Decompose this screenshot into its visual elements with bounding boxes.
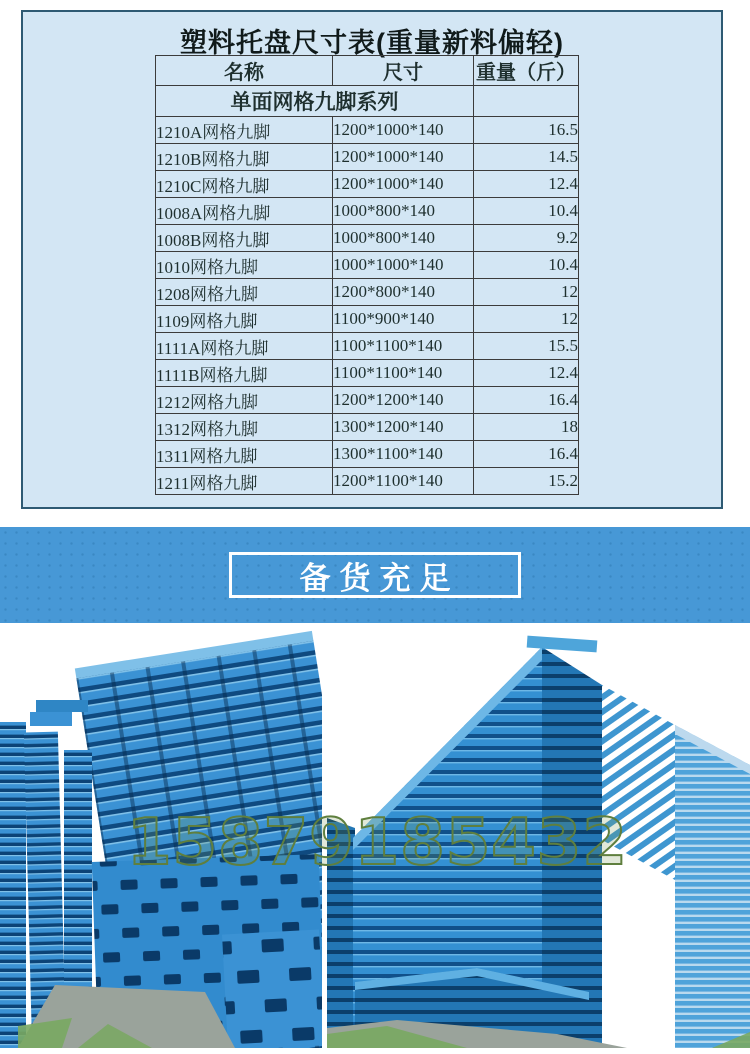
table-row (156, 306, 579, 333)
cell-weight: 10.4 (474, 252, 579, 279)
table-row (156, 414, 579, 441)
table-row (156, 252, 579, 279)
cell-name: 1210C网格九脚 (156, 171, 333, 198)
spec-table-body (156, 56, 579, 495)
cell-name: 1312网格九脚 (156, 414, 333, 441)
cell-size: 1000*800*140 (333, 225, 474, 252)
col-header-weight: 重量（斤） (474, 56, 579, 86)
cell-name: 1311网格九脚 (156, 441, 333, 468)
banner-label: 备货充足 (299, 560, 460, 596)
cell-size: 1200*1200*140 (333, 387, 474, 414)
cell-weight: 12 (474, 279, 579, 306)
section-title: 单面网格九脚系列 (156, 86, 474, 117)
cell-weight: 12.4 (474, 171, 579, 198)
table-row (156, 279, 579, 306)
cell-name: 1008A网格九脚 (156, 198, 333, 225)
table-row (156, 144, 579, 171)
cell-size: 1200*800*140 (333, 279, 474, 306)
stock-banner (0, 527, 750, 623)
col-header-size: 尺寸 (333, 56, 474, 86)
cell-size: 1000*1000*140 (333, 252, 474, 279)
table-row (156, 468, 579, 495)
cell-weight: 12.4 (474, 360, 579, 387)
banner-frame (229, 552, 521, 598)
cell-size: 1300*1200*140 (333, 414, 474, 441)
cell-name: 1210A网格九脚 (156, 117, 333, 144)
right-pallet-stack (675, 725, 750, 1048)
table-row (156, 171, 579, 198)
cell-name: 1111A网格九脚 (156, 333, 333, 360)
front-pallet-stack (222, 930, 322, 1048)
cell-weight: 12 (474, 306, 579, 333)
table-row (156, 387, 579, 414)
cell-size: 1100*1100*140 (333, 333, 474, 360)
cell-weight: 15.5 (474, 333, 579, 360)
cell-size: 1100*1100*140 (333, 360, 474, 387)
cell-weight: 9.2 (474, 225, 579, 252)
cell-size: 1100*900*140 (333, 306, 474, 333)
cell-size: 1200*1000*140 (333, 171, 474, 198)
cell-name: 1010网格九脚 (156, 252, 333, 279)
cell-name: 1111B网格九脚 (156, 360, 333, 387)
table-row (156, 117, 579, 144)
ground (18, 985, 235, 1048)
spec-table (155, 55, 579, 495)
cell-name: 1208网格九脚 (156, 279, 333, 306)
cell-name: 1212网格九脚 (156, 387, 333, 414)
cell-name: 1211网格九脚 (156, 468, 333, 495)
phone-watermark: 15879185432 (127, 806, 628, 880)
cell-size: 1200*1000*140 (333, 144, 474, 171)
cell-weight: 18 (474, 414, 579, 441)
cell-size: 1200*1000*140 (333, 117, 474, 144)
table-section-row (156, 86, 579, 117)
cell-name: 1210B网格九脚 (156, 144, 333, 171)
table-header-row (156, 56, 579, 86)
cell-size: 1300*1100*140 (333, 441, 474, 468)
cell-weight: 14.5 (474, 144, 579, 171)
cell-weight: 16.4 (474, 387, 579, 414)
cell-weight: 15.2 (474, 468, 579, 495)
cell-name: 1109网格九脚 (156, 306, 333, 333)
table-row (156, 225, 579, 252)
col-header-name: 名称 (156, 56, 333, 86)
cell-name: 1008B网格九脚 (156, 225, 333, 252)
cell-size: 1200*1100*140 (333, 468, 474, 495)
page-title: 塑料托盘尺寸表(重量新料偏轻) (180, 28, 564, 58)
cell-weight: 16.5 (474, 117, 579, 144)
table-row (156, 333, 579, 360)
cell-weight: 16.4 (474, 441, 579, 468)
table-row (156, 360, 579, 387)
table-row (156, 441, 579, 468)
section-empty-cell (474, 86, 579, 117)
cell-weight: 10.4 (474, 198, 579, 225)
table-row (156, 198, 579, 225)
cell-size: 1000*800*140 (333, 198, 474, 225)
